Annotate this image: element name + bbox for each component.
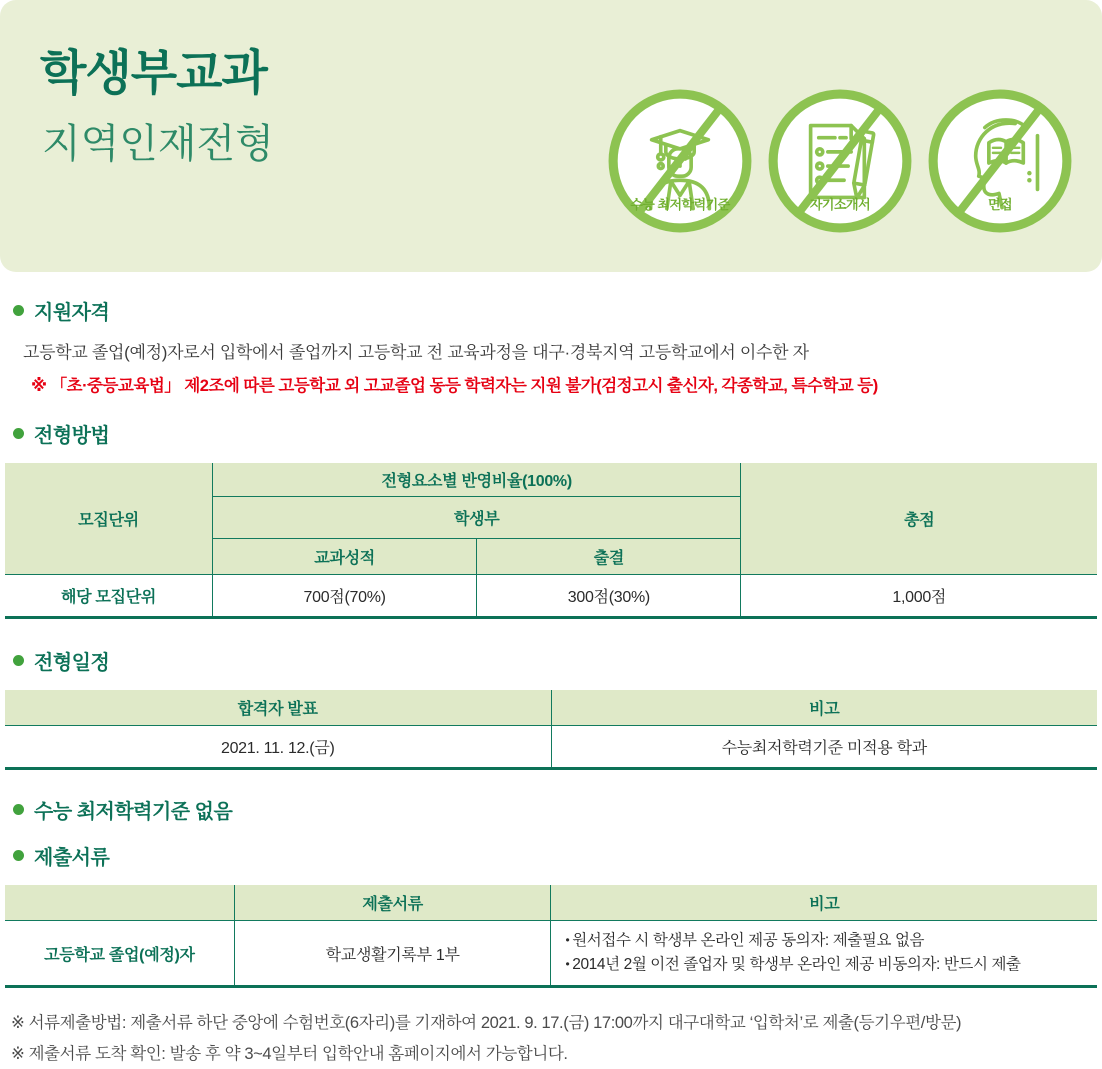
- no-interview-icon: [924, 85, 1076, 237]
- cell-schedule-note: 수능최저학력기준 미적용 학과: [551, 726, 1097, 768]
- section-title: 전형방법: [34, 425, 110, 447]
- section-heading-eligibility: [13, 296, 1097, 325]
- badge-label: 자기소개서: [809, 197, 871, 212]
- exclusion-badges: [604, 85, 1076, 237]
- eligibility-text: 고등학교 졸업(예정)자로서 입학에서 졸업까지 고등학교 전 교육과정을 대구·경북지역 고등학교에서 이수한 자: [23, 343, 809, 362]
- col-header-subject-grade: 교과성적: [212, 539, 476, 575]
- page-content: [0, 296, 1102, 1069]
- cell-subject-score: 700점(70%): [212, 575, 476, 617]
- section-heading-schedule: [13, 646, 1097, 675]
- col-header-announcement: 합격자 발표: [5, 690, 551, 726]
- cell-applicant-type: 고등학교 졸업(예정)자: [5, 921, 234, 986]
- no-self-introduction-badge: [764, 85, 916, 237]
- bullet-dot-icon: [13, 804, 24, 815]
- no-self-introduction-icon: [764, 85, 916, 237]
- footer-note-line: ※ 제출서류 도착 확인: 발송 후 약 3~4일부터 입학안내 홈페이지에서 가능합니다.: [11, 1044, 568, 1063]
- cell-unit: 해당 모집단위: [5, 575, 212, 617]
- schedule-table: [5, 690, 1097, 767]
- page-subtitle: 지역인재전형: [42, 122, 274, 166]
- cell-document-name: 학교생활기록부 1부: [234, 921, 551, 986]
- method-table-wrap: [5, 463, 1097, 619]
- page-header: [0, 0, 1102, 272]
- section-title: 제출서류: [34, 847, 110, 869]
- col-header-ratio-group: 전형요소별 반영비율(100%): [212, 463, 741, 497]
- section-title: 전형일정: [34, 652, 110, 674]
- cell-announce-date: 2021. 11. 12.(금): [5, 726, 551, 768]
- no-csat-minimum-icon: [604, 85, 756, 237]
- badge-label: 면접: [987, 197, 1013, 212]
- col-header-total: 총점: [741, 463, 1097, 575]
- col-header-note: 비고: [551, 885, 1097, 921]
- table-row: [5, 921, 1097, 986]
- bullet-dot-icon: [13, 305, 24, 316]
- method-table: [5, 463, 1097, 616]
- document-note-line: • 2014년 2월 이전 졸업자 및 학생부 온라인 제공 비동의자: 반드시 제출: [565, 953, 1083, 977]
- document-note-line: • 원서접수 시 학생부 온라인 제공 동의자: 제출필요 없음: [565, 929, 1083, 953]
- section-title: 지원자격: [34, 302, 110, 324]
- cell-attendance-score: 300점(30%): [477, 575, 741, 617]
- page-title: 학생부교과: [40, 47, 267, 100]
- documents-table: [5, 885, 1097, 985]
- col-header-documents: 제출서류: [234, 885, 551, 921]
- cell-document-notes: [551, 921, 1097, 986]
- cell-total-score: 1,000점: [741, 575, 1097, 617]
- col-header-empty: [5, 885, 234, 921]
- table-row: [5, 575, 1097, 617]
- section-heading-documents: [13, 841, 1097, 870]
- col-header-attendance: 출결: [477, 539, 741, 575]
- bullet-dot-icon: [13, 655, 24, 666]
- footer-notes: [11, 1008, 1097, 1069]
- bullet-dot-icon: [13, 428, 24, 439]
- footer-note-line: ※ 서류제출방법: 제출서류 하단 중앙에 수험번호(6자리)를 기재하여 2021. 9. 17.(금) 17:00까지 대구대학교 ‘입학처’로 제출(등기우편/방문): [11, 1014, 962, 1033]
- no-csat-minimum-badge: [604, 85, 756, 237]
- bullet-dot-icon: [13, 850, 24, 861]
- table-row: [5, 726, 1097, 768]
- col-header-student-record: 학생부: [212, 497, 741, 539]
- schedule-table-wrap: [5, 690, 1097, 770]
- col-header-unit: 모집단위: [5, 463, 212, 575]
- no-interview-badge: [924, 85, 1076, 237]
- documents-table-wrap: [5, 885, 1097, 988]
- col-header-note: 비고: [551, 690, 1097, 726]
- badge-label: 수능 최저학력기준: [630, 197, 730, 212]
- section-title: 수능 최저학력기준 없음: [34, 801, 233, 823]
- eligibility-warning-text: ※ 「초·중등교육법」 제2조에 따른 고등학교 외 고교졸업 동등 학력자는 지원 불가(검정고시 출신자, 각종학교, 특수학교 등): [31, 377, 878, 395]
- section-heading-min-requirement: [13, 795, 1097, 824]
- section-heading-method: [13, 419, 1097, 448]
